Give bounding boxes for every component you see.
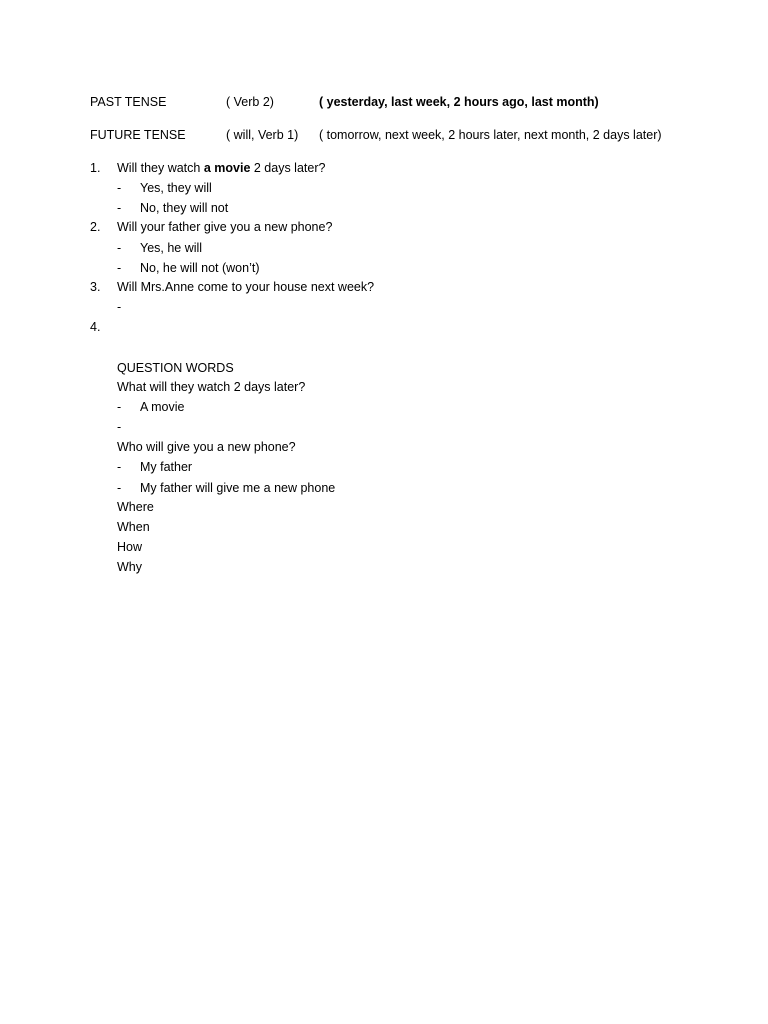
question-text-emphasis: a movie [203,161,251,175]
past-tense-verb: ( Verb 2) [226,95,274,109]
answer-dash: - [117,400,122,414]
question-number: 4. [90,320,101,334]
answer-dash: - [117,261,122,275]
answer-text: No, they will not [140,201,229,215]
answer-dash: - [117,420,122,434]
question-number: 2. [90,220,101,234]
answer-dash: - [117,300,122,314]
question-word: When [117,520,150,534]
past-tense-label: PAST TENSE [90,95,167,109]
question-word: Where [117,500,154,514]
past-tense-examples: ( yesterday, last week, 2 hours ago, last month) [319,95,599,109]
answer-text: Yes, he will [140,241,203,255]
future-tense-verb: ( will, Verb 1) [226,128,299,142]
question-text: Will Mrs.Anne come to your house next week? [117,280,375,294]
answer-text: A movie [140,400,185,414]
answer-text: My father [140,460,193,474]
question-word: How [117,540,143,554]
question-number: 1. [90,161,101,175]
question-text: What will they watch 2 days later? [117,380,306,394]
question-text-part: 2 days later? [250,161,326,175]
question-text-part: Will they watch [117,161,204,175]
answer-dash: - [117,241,122,255]
answer-dash: - [117,460,122,474]
question-words-heading: QUESTION WORDS [117,361,234,375]
future-tense-label: FUTURE TENSE [90,128,186,142]
answer-dash: - [117,481,122,495]
answer-dash: - [117,181,122,195]
answer-text: No, he will not (won’t) [140,261,260,275]
question-number: 3. [90,280,101,294]
question-word: Why [117,560,142,574]
answer-text: Yes, they will [140,181,212,195]
answer-dash: - [117,201,122,215]
answer-text: My father will give me a new phone [140,481,336,495]
question-text [117,160,325,176]
question-text: Who will give you a new phone? [117,440,296,454]
future-tense-examples: ( tomorrow, next week, 2 hours later, next month, 2 days later) [319,128,662,142]
question-text: Will your father give you a new phone? [117,220,333,234]
